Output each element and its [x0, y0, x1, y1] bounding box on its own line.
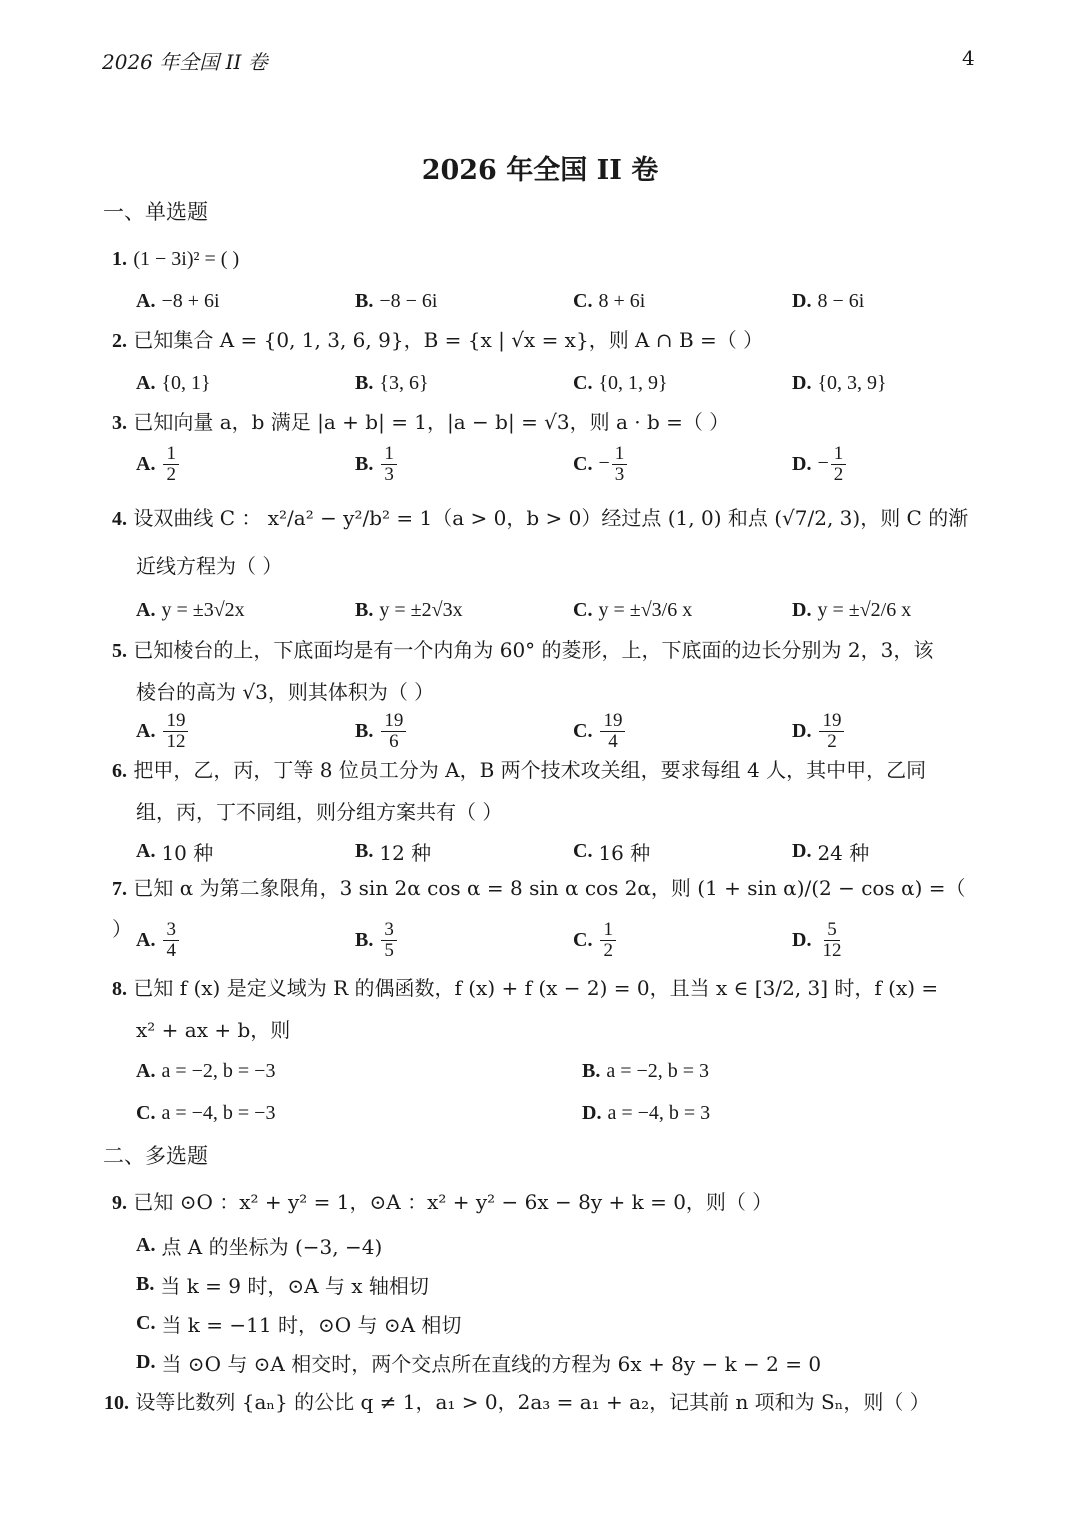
question-stem: 已知棱台的上，下底面均是有一个内角为 60° 的菱形，上，下底面的边长分别为 2，3，该: [133, 638, 934, 662]
question-stem: (1 − 3i)² = ( ): [133, 248, 240, 270]
question-number: 10.: [104, 1392, 129, 1414]
question-number: 6.: [112, 760, 127, 782]
question-2: [112, 320, 978, 361]
question-number: 5.: [112, 640, 127, 662]
question-8: [112, 968, 978, 1009]
question-stem: 已知集合 A = {0, 1, 3, 6, 9}，B = {x | √x = x}，则 A ∩ B =（ ）: [133, 328, 764, 352]
question-stem-continued: 近线方程为（ ）: [136, 554, 283, 578]
option-b[interactable]: B. $\frac{19}{6}$: [355, 703, 408, 759]
option-a[interactable]: A. 10 种: [136, 839, 214, 865]
question-stem-continued: 组，丙，丁不同组，则分组方案共有（ ）: [136, 800, 503, 824]
option-c[interactable]: C. 当 k = −11 时，⊙O 与 ⊙A 相切: [136, 1311, 462, 1337]
option-a[interactable]: A. −8 + 6i: [136, 289, 220, 312]
option-d[interactable]: D. − $\frac{1}{2}$: [792, 436, 848, 492]
option-d[interactable]: D. 当 ⊙O 与 ⊙A 相交时，两个交点所在直线的方程为 6x + 8y − k − 2 = 0: [136, 1350, 822, 1376]
option-c[interactable]: C. a = −4, b = −3: [136, 1101, 276, 1124]
question-number: 9.: [112, 1192, 127, 1214]
question-stem: 已知 ⊙O ：x² + y² = 1，⊙A ：x² + y² − 6x − 8y + k = 0，则（ ）: [133, 1190, 773, 1214]
option-a[interactable]: A. {0, 1}: [136, 371, 211, 394]
question-9: [112, 1182, 978, 1223]
option-a[interactable]: A. $\frac{3}{4}$: [136, 912, 181, 968]
running-header: 2026 年全国 II 卷: [102, 50, 268, 74]
question-5: [112, 630, 978, 671]
question-stem-continued: x² + ax + b，则: [136, 1018, 291, 1042]
option-b[interactable]: B. 12 种: [355, 839, 432, 865]
question-10: [104, 1382, 970, 1423]
option-d[interactable]: D. $\frac{19}{2}$: [792, 703, 846, 759]
option-d[interactable]: D. {0, 3, 9}: [792, 371, 887, 394]
option-c[interactable]: C. y = ±√3/6 x: [573, 598, 693, 621]
option-a[interactable]: A. a = −2, b = −3: [136, 1059, 276, 1082]
option-a[interactable]: A. $\frac{1}{2}$: [136, 436, 181, 492]
option-b[interactable]: B. 当 k = 9 时，⊙A 与 x 轴相切: [136, 1272, 429, 1298]
option-d[interactable]: D. 8 − 6i: [792, 289, 865, 312]
option-d[interactable]: D. a = −4, b = 3: [582, 1101, 711, 1124]
option-b[interactable]: B. a = −2, b = 3: [582, 1059, 710, 1082]
question-stem: 已知向量 a，b 满足 |a + b| = 1，|a − b| = √3，则 a · b =（ ）: [133, 410, 730, 434]
question-number: 2.: [112, 330, 127, 352]
question-7: [112, 868, 978, 949]
page-number: 4: [962, 46, 975, 70]
question-stem: 把甲，乙，丙，丁等 8 位员工分为 A，B 两个技术攻关组，要求每组 4 人，其中甲，乙同: [133, 758, 927, 782]
question-number: 8.: [112, 978, 127, 1000]
option-b[interactable]: B. {3, 6}: [355, 371, 429, 394]
option-b[interactable]: B. y = ±2√3x: [355, 598, 463, 621]
option-b[interactable]: B. $\frac{1}{3}$: [355, 436, 399, 492]
question-1: [112, 238, 978, 279]
question-6: [112, 750, 978, 791]
option-c[interactable]: C. − $\frac{1}{3}$: [573, 436, 629, 492]
question-stem-continued: 棱台的高为 √3，则其体积为（ ）: [136, 680, 435, 704]
question-stem: 设双曲线 C ： x²/a² − y²/b² = 1（a > 0，b > 0）经过点 (1, 0) 和点 (√7/2, 3)，则 C 的渐: [133, 506, 969, 530]
option-a[interactable]: A. 点 A 的坐标为 (−3, −4): [136, 1233, 383, 1259]
section-single-choice: 一、单选题: [103, 200, 208, 224]
question-number: 4.: [112, 508, 127, 530]
section-multiple-choice: 二、多选题: [103, 1144, 208, 1168]
option-c[interactable]: C. $\frac{1}{2}$: [573, 912, 618, 968]
option-c[interactable]: C. $\frac{19}{4}$: [573, 703, 627, 759]
question-4: [112, 498, 978, 539]
question-stem: 已知 f (x) 是定义域为 R 的偶函数，f (x) + f (x − 2) = 0，且当 x ∈ [3/2, 3] 时，f (x) =: [133, 976, 939, 1000]
option-b[interactable]: B. −8 − 6i: [355, 289, 438, 312]
option-b[interactable]: B. $\frac{3}{5}$: [355, 912, 399, 968]
question-stem: 设等比数列 {aₙ} 的公比 q ≠ 1，a₁ > 0，2a₃ = a₁ + a₂，记其前 n 项和为 Sₙ，则（ ）: [135, 1390, 930, 1414]
option-d[interactable]: D. y = ±√2/6 x: [792, 598, 912, 621]
question-number: 1.: [112, 248, 127, 270]
question-stem: 已知 α 为第二象限角，3 sin 2α cos α = 8 sin α cos 2α，则 (1 + sin α)/(2 − cos α) =（ ）: [112, 876, 966, 941]
question-number: 3.: [112, 412, 127, 434]
page-title: 2026 年全国 II 卷: [421, 155, 659, 186]
question-number: 7.: [112, 878, 127, 900]
option-d[interactable]: D. $\frac{5}{12}$: [792, 918, 842, 961]
option-c[interactable]: C. 8 + 6i: [573, 289, 646, 312]
option-c[interactable]: C. 16 种: [573, 839, 651, 865]
option-a[interactable]: A. $\frac{19}{12}$: [136, 703, 190, 759]
option-d[interactable]: D. 24 种: [792, 839, 870, 865]
option-c[interactable]: C. {0, 1, 9}: [573, 371, 668, 394]
option-a[interactable]: A. y = ±3√2x: [136, 598, 245, 621]
